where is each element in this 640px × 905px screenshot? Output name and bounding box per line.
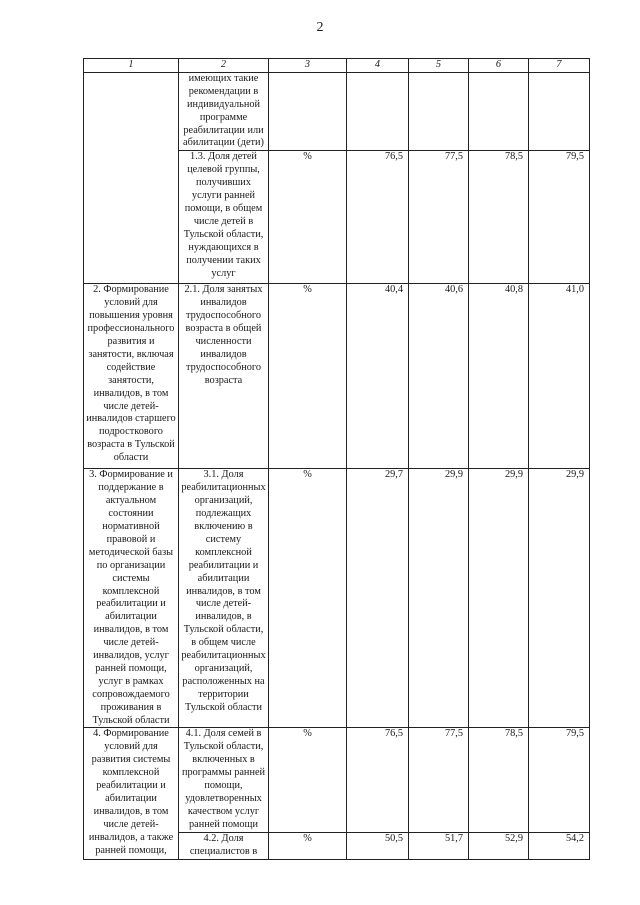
indicator-cell: 4.2. Доля специалистов в — [179, 832, 269, 859]
page-number: 2 — [316, 20, 324, 35]
value-cell: 40,6 — [409, 284, 469, 469]
unit-cell: % — [269, 728, 347, 832]
indicator-cell: 2.1. Доля занятых инвалидов трудоспособного возраста в общей численности инвалидов трудоспособного возраста — [179, 284, 269, 469]
goal-cell: 2. Формирование условий для повышения уровня профессионального развития и занятости, включая содействие занятости, инвалидов, в том числе детей-инвалидов старшего подросткового возраста в Тульской области — [84, 284, 179, 469]
value-cell: 40,4 — [347, 284, 409, 469]
column-header: 5 — [409, 59, 469, 73]
value-cell: 29,9 — [469, 469, 529, 728]
value-cell: 29,9 — [409, 469, 469, 728]
table-row — [84, 72, 590, 150]
value-cell: 29,9 — [529, 469, 590, 728]
value-cell: 77,5 — [409, 151, 469, 284]
table-row — [84, 728, 590, 832]
value-cell: 78,5 — [469, 151, 529, 284]
unit-cell: % — [269, 469, 347, 728]
value-cell: 41,0 — [529, 284, 590, 469]
column-header: 4 — [347, 59, 409, 73]
value-cell: 78,5 — [469, 728, 529, 832]
value-cell: 50,5 — [347, 832, 409, 859]
value-cell — [529, 72, 590, 150]
value-cell — [469, 72, 529, 150]
value-cell: 40,8 — [469, 284, 529, 469]
indicator-cell: 1.3. Доля детей целевой группы, получивших услуги ранней помощи, в общем числе детей в Тульской области, нуждающихся в получении таких услуг — [179, 151, 269, 284]
value-cell: 54,2 — [529, 832, 590, 859]
value-cell: 77,5 — [409, 728, 469, 832]
value-cell: 51,7 — [409, 832, 469, 859]
unit-cell: % — [269, 832, 347, 859]
goal-cell: 4. Формирование условий для развития системы комплексной реабилитации и абилитации инвалидов, в том числе детей-инвалидов, а также ранней помощи, — [84, 728, 179, 859]
indicator-cell: 3.1. Доля реабилитационных организаций, подлежащих включению в систему комплексной реабилитации и абилитации инвалидов, в том числе детей-инвалидов, в Тульской области, в общем числе реабилитационных организаций, расположенных на территории Тульской области — [179, 469, 269, 728]
column-header: 6 — [469, 59, 529, 73]
table-row — [84, 469, 590, 728]
goal-cell: 3. Формирование и поддержание в актуальном состоянии нормативной правовой и методической базы по организации системы комплексной реабилитации и абилитации инвалидов, в том числе детей-инвалидов, услуг ранней помощи, услуг в рамках сопровождаемого проживания в Тульской области — [84, 469, 179, 728]
column-header: 1 — [84, 59, 179, 73]
indicators-table — [83, 58, 590, 860]
table-row — [84, 284, 590, 469]
column-header: 2 — [179, 59, 269, 73]
unit-cell: % — [269, 284, 347, 469]
value-cell — [409, 72, 469, 150]
column-header: 7 — [529, 59, 590, 73]
value-cell: 79,5 — [529, 151, 590, 284]
value-cell — [347, 72, 409, 150]
indicator-cell: 4.1. Доля семей в Тульской области, включенных в программы ранней помощи, удовлетворенных качеством услуг ранней помощи — [179, 728, 269, 832]
indicator-cell: имеющих такие рекомендации в индивидуальной программе реабилитации или абилитации (дети) — [179, 72, 269, 150]
value-cell: 29,7 — [347, 469, 409, 728]
value-cell: 52,9 — [469, 832, 529, 859]
table-header-row — [84, 59, 590, 73]
value-cell: 76,5 — [347, 151, 409, 284]
unit-cell: % — [269, 151, 347, 284]
goal-cell — [84, 72, 179, 283]
column-header: 3 — [269, 59, 347, 73]
value-cell: 76,5 — [347, 728, 409, 832]
value-cell: 79,5 — [529, 728, 590, 832]
unit-cell — [269, 72, 347, 150]
